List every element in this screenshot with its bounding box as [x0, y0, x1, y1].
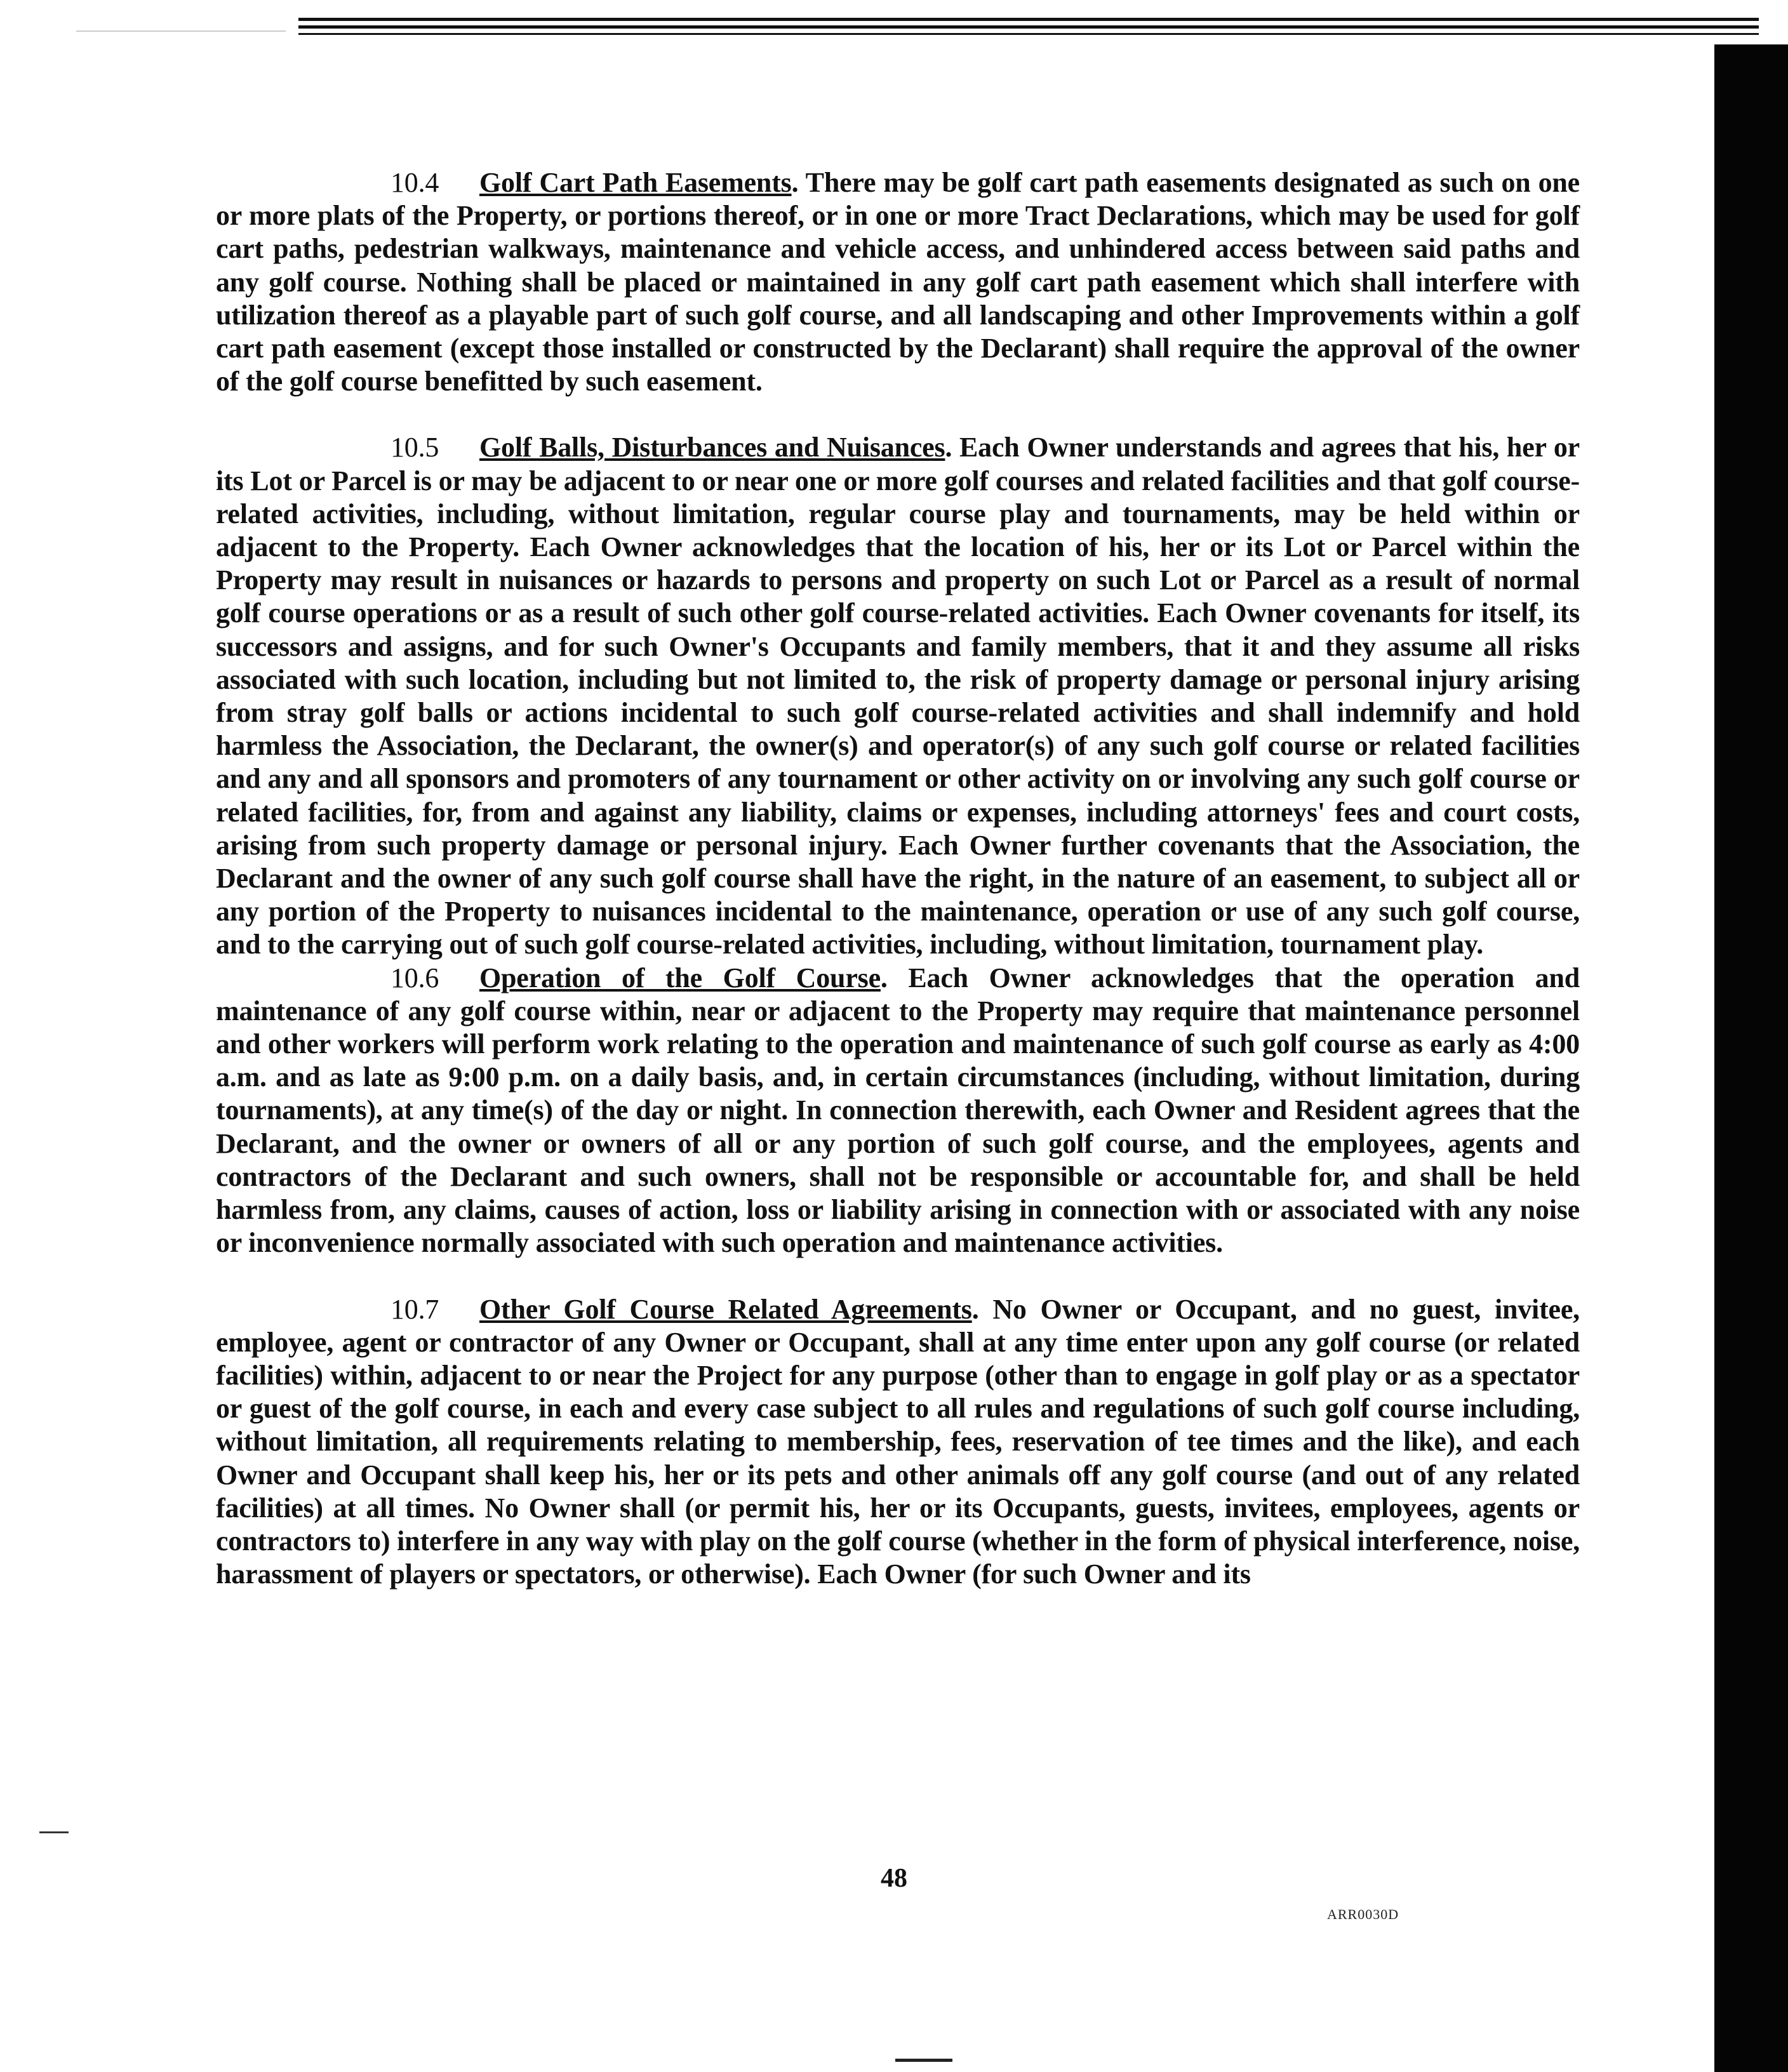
section-heading: Golf Cart Path Easements: [479, 167, 792, 198]
margin-mark: [895, 2059, 952, 2062]
scan-artifact: [76, 30, 286, 32]
section-number: 10.6: [390, 962, 439, 993]
section-body: . There may be golf cart path easements designated as such on one or more plats of the Property, or portions thereof, or in one or more Tract Declarations, which may be used for golf cart paths, pedestrian walkways, maintenance and vehicle access, and unhindered access between said paths and any golf course. Nothing shall be placed or maintained in any golf cart path easement which shall interfere with utilization thereof as a playable part of such golf course, and all landscaping and other Improvements within a golf cart path easement (except those installed or constructed by the Declarant) shall require the approval of the owner of the golf course benefitted by such easement.: [216, 167, 1580, 397]
page-number: 48: [881, 1864, 907, 1893]
section-number: 10.4: [390, 167, 439, 198]
section-heading: Operation of the Golf Course: [479, 962, 881, 993]
section-10-5: [216, 431, 1580, 961]
margin-mark: [39, 1831, 69, 1833]
section-10-4: [216, 166, 1580, 398]
section-heading: Other Golf Course Related Agreements: [479, 1293, 972, 1325]
header-rule: [298, 25, 1759, 29]
section-number: 10.5: [390, 432, 439, 463]
section-10-6: [216, 962, 1580, 1260]
section-body: . No Owner or Occupant, and no guest, invitee, employee, agent or contractor of any Owner or Occupant, shall at any time enter upon any golf course (or related facilities) within, adjacent to or near the Project for any purpose (other than to engage in golf play or as a spectator or guest of the golf course, in each and every case subject to all rules and regulations of such golf course including, without limitation, all requirements relating to membership, fees, reservation of tee times and the like), and each Owner and Occupant shall keep his, her or its pets and other animals off any golf course (and out of any related facilities) at all times. No Owner shall (or permit his, her or its Occupants, guests, invitees, employees, agents or contractors to) interfere in any way with play on the golf course (whether in the form of physical interference, noise, harassment of players or spectators, or otherwise). Each Owner (for such Owner and its: [216, 1293, 1580, 1590]
document-body: [216, 166, 1580, 1591]
header-rule: [298, 33, 1759, 35]
scan-edge-bar: [1714, 44, 1788, 2072]
section-body: . Each Owner understands and agrees that his, her or its Lot or Parcel is or may be adjacent to or near one or more golf courses and related facilities and that golf course-related activities, including, without limitation, regular course play and tournaments, may be held within or adjacent to the Property. Each Owner acknowledges that the location of his, her or its Lot or Parcel within the Property may result in nuisances or hazards to persons and property on such Lot or Parcel as a result of normal golf course operations or as a result of such other golf course-related activities. Each Owner covenants for itself, its successors and assigns, and for such Owner's Occupants and family members, that it and they assume all risks associated with such location, including but not limited to, the risk of property damage or personal injury arising from stray golf balls or actions incidental to such golf course-related activities and shall indemnify and hold harmless the Association, the Declarant, the owner(s) and operator(s) of any such golf course or related facilities and any and all sponsors and promoters of any tournament or other activity on or involving any such golf course or related facilities, for, from and against any liability, claims or expenses, including attorneys' fees and court costs, arising from such property damage or personal injury. Each Owner further covenants that the Association, the Declarant and the owner of any such golf course shall have the right, in the nature of an easement, to subject all or any portion of the Property to nuisances incidental to the maintenance, operation or use of any such golf course, and to the carrying out of such golf course-related activities, including, without limitation, tournament play.: [216, 432, 1580, 960]
section-10-7: [216, 1293, 1580, 1591]
document-code: ARR0030D: [1327, 1906, 1399, 1922]
header-rule: [298, 18, 1759, 21]
section-body: . Each Owner acknowledges that the operation and maintenance of any golf course within, near or adjacent to the Property may require that maintenance personnel and other workers will perform work relating to the operation and maintenance of such golf course as early as 4:00 a.m. and as late as 9:00 p.m. on a daily basis, and, in certain circumstances (including, without limitation, during tournaments), at any time(s) of the day or night. In connection therewith, each Owner and Resident agrees that the Declarant, and the owner or owners of all or any portion of such golf course, and the employees, agents and contractors of the Declarant and such owners, shall not be responsible or accountable for, and shall be held harmless from, any claims, causes of action, loss or liability arising in connection with or associated with any noise or inconvenience normally associated with such operation and maintenance activities.: [216, 962, 1580, 1259]
section-heading: Golf Balls, Disturbances and Nuisances: [479, 432, 945, 463]
section-number: 10.7: [390, 1293, 439, 1325]
